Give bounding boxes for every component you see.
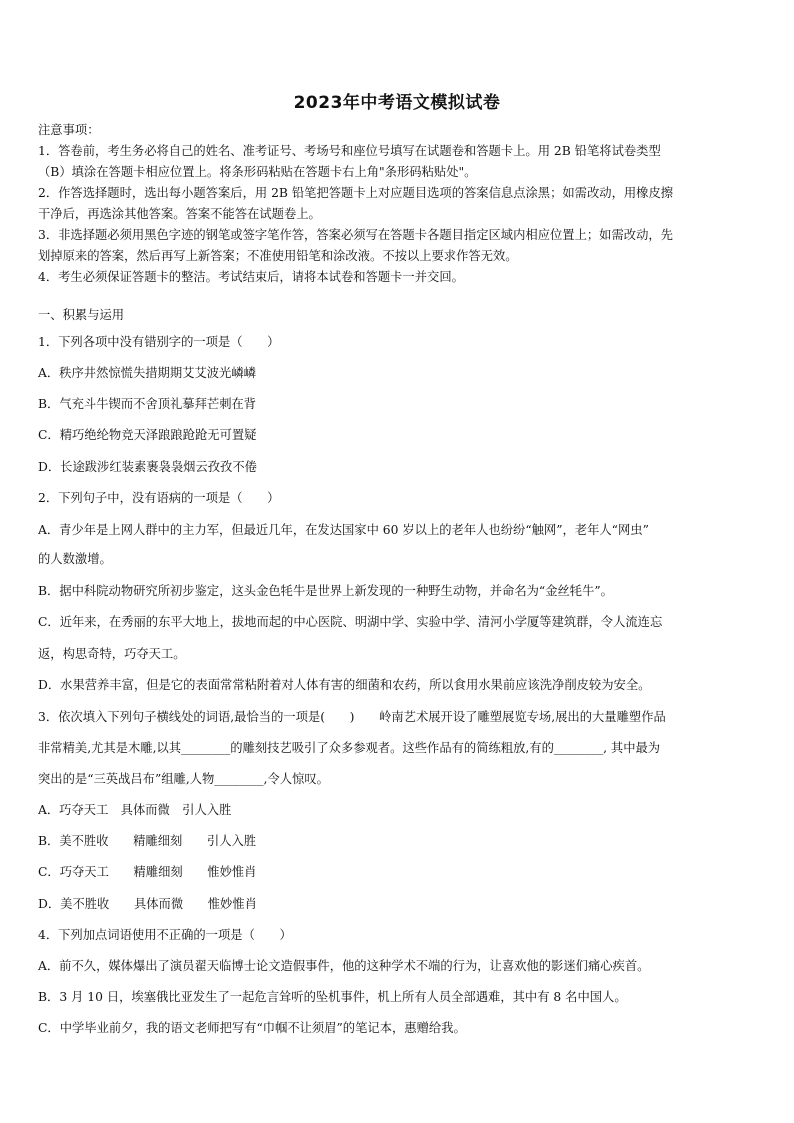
- notice-line: 2．作答选择题时，选出每小题答案后，用 2B 铅笔把答题卡上对应题目选项的答案信息点涂黑；如需改动，用橡皮擦: [38, 186, 674, 200]
- question-text: B．据中科院动物研究所初步鉴定，这头金色牦牛是世界上新发现的一种野生动物，并命名为“金丝牦牛”。: [38, 584, 613, 598]
- notice-line: 3．非选择题必须用黑色字迹的钢笔或签字笔作答，答案必须写在答题卡各题目指定区域内相应位置上；如需改动，先: [38, 228, 673, 242]
- answer-option: C．中学毕业前夕，我的语文老师把写有“巾帼不让须眉”的笔记本，惠赠给我。: [38, 1021, 466, 1035]
- answer-option: B．3 月 10 日，埃塞俄比亚发生了一起危言耸听的坠机事件，机上所有人员全部遇难，其中有 8 名中国人。: [38, 990, 627, 1004]
- section-heading: 一、积累与运用: [38, 308, 125, 322]
- question-stem: 2．下列句子中，没有语病的一项是（ ）: [38, 491, 280, 505]
- question-text: 非常精美,尤其是木雕,以其________的雕刻技艺吸引了众多参观者。这些作品有的简练粗放,有的________, 其中最为: [38, 741, 661, 755]
- answer-option: B．气充斗牛锲而不舍顶礼摹拜芒刺在背: [38, 397, 257, 411]
- notice-line: 划掉原来的答案，然后再写上新答案；不准使用铅笔和涂改液。不按以上要求作答无效。: [38, 249, 518, 263]
- notice-line: 1．答卷前，考生务必将自己的姓名、准考证号、考场号和座位号填写在试题卷和答题卡上。用 2B 铅笔将试卷类型: [38, 144, 661, 158]
- page-title: 2023年中考语文模拟试卷: [293, 93, 501, 113]
- question-stem: 1．下列各项中没有错别字的一项是（ ）: [38, 335, 280, 349]
- answer-option: C．巧夺天工 精雕细刻 惟妙惟肖: [38, 865, 257, 879]
- question-text: C．近年来，在秀丽的东平大地上，拔地而起的中心医院、明湖中学、实验中学、清河小学厦等建筑群，令人流连忘: [38, 615, 663, 629]
- question-text: A．青少年是上网人群中的主力军，但最近几年，在发达国家中 60 岁以上的老年人也纷纷“触网”，老年人“网虫”: [38, 523, 649, 537]
- notice-line: 干净后，再选涂其他答案。答案不能答在试题卷上。: [38, 207, 321, 221]
- question-text: 的人数激增。: [38, 552, 112, 566]
- notice-line: （B）填涂在答题卡相应位置上。将条形码粘贴在答题卡右上角"条形码粘贴处"。: [38, 165, 477, 179]
- answer-option: D．长途跋涉红装素裹袅袅烟云孜孜不倦: [38, 460, 257, 474]
- answer-option: A．前不久，媒体爆出了演员翟天临博士论文造假事件，他的这种学术不端的行为，让喜欢他的影迷们痛心疾首。: [38, 959, 650, 973]
- answer-option: A．秩序井然惊慌失措期期艾艾波光嶙嶙: [38, 366, 256, 380]
- answer-option: A．巧夺天工 具体而微 引人入胜: [38, 803, 232, 817]
- answer-option: B．美不胜收 精雕细刻 引人入胜: [38, 834, 257, 848]
- question-text: 返，构思奇特，巧夺天工。: [38, 647, 186, 661]
- answer-option: D．美不胜收 具体而微 惟妙惟肖: [38, 897, 257, 911]
- question-text: 3．依次填入下列句子横线处的词语,最恰当的一项是( ) 岭南艺术展开设了雕塑展览专场,展出的大量雕塑作品: [38, 710, 666, 724]
- notice-heading: 注意事项：: [38, 123, 100, 137]
- question-stem: 4．下列加点词语使用不正确的一项是（ ）: [38, 928, 292, 942]
- notice-line: 4．考生必须保证答题卡的整洁。考试结束后，请将本试卷和答题卡一并交回。: [38, 270, 464, 284]
- question-text: 突出的是“三英战吕布”组雕,人物________,令人惊叹。: [38, 772, 329, 786]
- question-text: D．水果营养丰富，但是它的表面常常粘附着对人体有害的细菌和农药，所以食用水果前应该洗净削皮较为安全。: [38, 678, 651, 692]
- answer-option: C．精巧绝纶物竞天泽踉踉跄跄无可置疑: [38, 428, 257, 442]
